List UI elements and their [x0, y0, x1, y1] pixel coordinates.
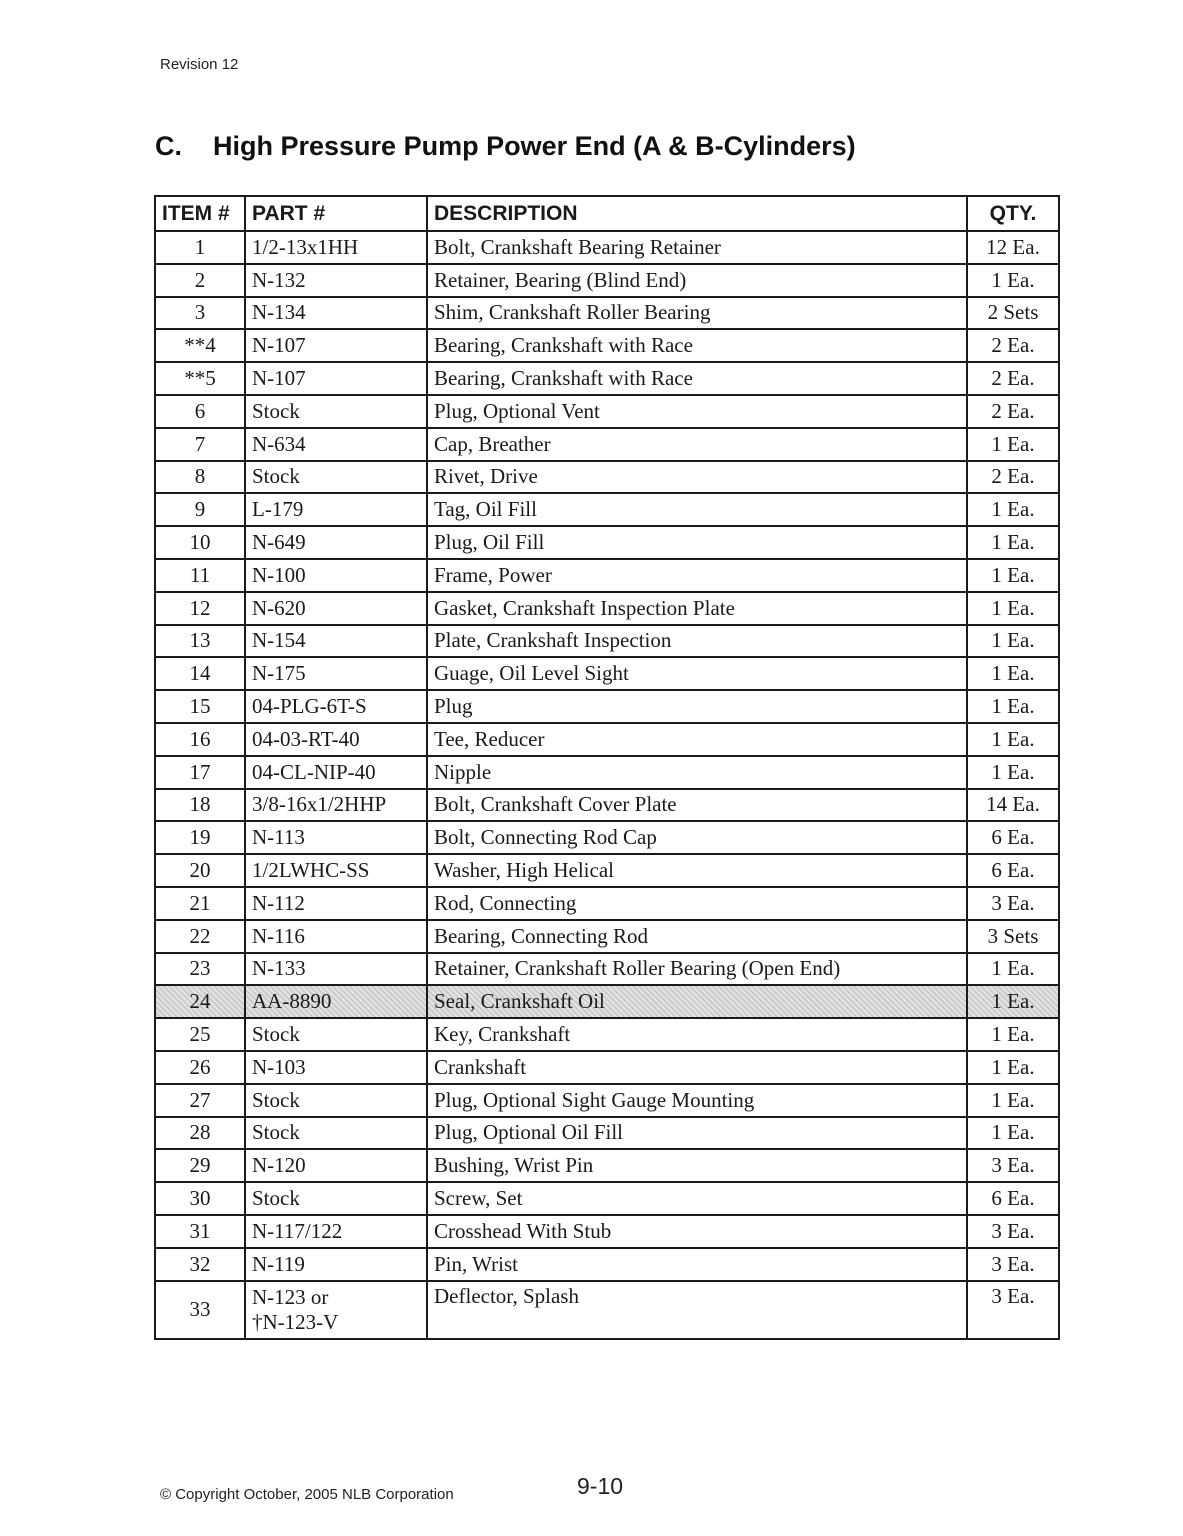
table-row [155, 362, 1059, 395]
cell-qty: 1 Ea. [967, 559, 1059, 592]
cell-description: Pin, Wrist [427, 1248, 967, 1281]
cell-part: 04-CL-NIP-40 [245, 756, 427, 789]
revision-label: Revision 12 [160, 56, 239, 73]
cell-qty: 1 Ea. [967, 526, 1059, 559]
cell-item: 11 [155, 559, 245, 592]
cell-part: 3/8-16x1/2HHP [245, 789, 427, 822]
cell-item: 17 [155, 756, 245, 789]
cell-item: 8 [155, 461, 245, 494]
cell-qty: 2 Ea. [967, 362, 1059, 395]
cell-part: 1/2-13x1HH [245, 231, 427, 264]
parts-table-body [155, 231, 1059, 1339]
cell-description: Shim, Crankshaft Roller Bearing [427, 297, 967, 330]
column-header-qty: QTY. [967, 196, 1059, 231]
cell-qty: 1 Ea. [967, 756, 1059, 789]
cell-qty: 3 Sets [967, 920, 1059, 953]
table-row [155, 657, 1059, 690]
table-row [155, 1215, 1059, 1248]
cell-part-line-1: N-123 or [252, 1284, 329, 1309]
cell-description: Bolt, Connecting Rod Cap [427, 821, 967, 854]
cell-item: 21 [155, 887, 245, 920]
section-title-text: High Pressure Pump Power End (A & B-Cylinders) [213, 131, 856, 161]
cell-qty: 1 Ea. [967, 625, 1059, 658]
cell-item: 16 [155, 723, 245, 756]
cell-qty: 1 Ea. [967, 264, 1059, 297]
cell-item: 27 [155, 1084, 245, 1117]
table-row [155, 526, 1059, 559]
table-row [155, 428, 1059, 461]
cell-part: Stock [245, 1117, 427, 1150]
cell-part: Stock [245, 1084, 427, 1117]
parts-table [154, 195, 1060, 1340]
cell-qty: 6 Ea. [967, 821, 1059, 854]
cell-qty: 3 Ea. [967, 1281, 1059, 1339]
cell-part: N-132 [245, 264, 427, 297]
table-row [155, 789, 1059, 822]
table-row [155, 690, 1059, 723]
cell-qty: 1 Ea. [967, 953, 1059, 986]
table-row [155, 1084, 1059, 1117]
copyright-notice: © Copyright October, 2005 NLB Corporation [160, 1486, 454, 1503]
cell-description: Crankshaft [427, 1051, 967, 1084]
cell-part: 04-03-RT-40 [245, 723, 427, 756]
table-row [155, 1182, 1059, 1215]
cell-part: Stock [245, 1182, 427, 1215]
cell-item: 2 [155, 264, 245, 297]
cell-part: N-112 [245, 887, 427, 920]
cell-item: 7 [155, 428, 245, 461]
cell-item: 14 [155, 657, 245, 690]
cell-qty: 1 Ea. [967, 690, 1059, 723]
cell-part: N-154 [245, 625, 427, 658]
cell-item: 29 [155, 1149, 245, 1182]
cell-qty: 12 Ea. [967, 231, 1059, 264]
table-row [155, 625, 1059, 658]
table-row [155, 1248, 1059, 1281]
cell-description: Bolt, Crankshaft Bearing Retainer [427, 231, 967, 264]
cell-item: 20 [155, 854, 245, 887]
table-row [155, 887, 1059, 920]
cell-item: 33 [155, 1281, 245, 1339]
cell-qty: 6 Ea. [967, 1182, 1059, 1215]
cell-item: 28 [155, 1117, 245, 1150]
table-row [155, 493, 1059, 526]
cell-qty: 1 Ea. [967, 985, 1059, 1018]
cell-description: Key, Crankshaft [427, 1018, 967, 1051]
cell-description: Deflector, Splash [427, 1281, 967, 1339]
page-number: 9-10 [577, 1473, 624, 1499]
cell-part: N-100 [245, 559, 427, 592]
cell-item: **4 [155, 329, 245, 362]
cell-item: 6 [155, 395, 245, 428]
cell-part: Stock [245, 395, 427, 428]
cell-qty: 3 Ea. [967, 1215, 1059, 1248]
column-header-part: PART # [245, 196, 427, 231]
table-row [155, 1018, 1059, 1051]
cell-part: N-116 [245, 920, 427, 953]
cell-part: N-117/122 [245, 1215, 427, 1248]
cell-item: 23 [155, 953, 245, 986]
cell-part: N-133 [245, 953, 427, 986]
cell-qty: 1 Ea. [967, 493, 1059, 526]
cell-description: Bolt, Crankshaft Cover Plate [427, 789, 967, 822]
cell-description: Bearing, Crankshaft with Race [427, 362, 967, 395]
cell-qty: 14 Ea. [967, 789, 1059, 822]
cell-description: Plug, Optional Sight Gauge Mounting [427, 1084, 967, 1117]
cell-description: Nipple [427, 756, 967, 789]
table-row [155, 329, 1059, 362]
cell-part: N-134 [245, 297, 427, 330]
table-row [155, 756, 1059, 789]
cell-item: 25 [155, 1018, 245, 1051]
cell-qty: 1 Ea. [967, 1018, 1059, 1051]
table-row [155, 920, 1059, 953]
cell-part: N-113 [245, 821, 427, 854]
cell-item: 26 [155, 1051, 245, 1084]
cell-part: N-620 [245, 592, 427, 625]
cell-part: N-107 [245, 362, 427, 395]
cell-qty: 3 Ea. [967, 887, 1059, 920]
cell-part: N-119 [245, 1248, 427, 1281]
cell-description: Washer, High Helical [427, 854, 967, 887]
cell-description: Bushing, Wrist Pin [427, 1149, 967, 1182]
cell-qty: 1 Ea. [967, 1084, 1059, 1117]
cell-part: N-649 [245, 526, 427, 559]
column-header-description: DESCRIPTION [427, 196, 967, 231]
cell-description: Gasket, Crankshaft Inspection Plate [427, 592, 967, 625]
cell-description: Seal, Crankshaft Oil [427, 985, 967, 1018]
cell-description: Retainer, Crankshaft Roller Bearing (Open End) [427, 953, 967, 986]
cell-description: Plate, Crankshaft Inspection [427, 625, 967, 658]
cell-description: Plug [427, 690, 967, 723]
cell-item: 13 [155, 625, 245, 658]
table-row [155, 395, 1059, 428]
cell-item: 31 [155, 1215, 245, 1248]
cell-qty: 2 Ea. [967, 461, 1059, 494]
table-row [155, 264, 1059, 297]
cell-part: L-179 [245, 493, 427, 526]
table-row [155, 1051, 1059, 1084]
cell-part: Stock [245, 1018, 427, 1051]
table-row [155, 231, 1059, 264]
table-row [155, 723, 1059, 756]
cell-item: 18 [155, 789, 245, 822]
cell-item: 22 [155, 920, 245, 953]
cell-part: N-103 [245, 1051, 427, 1084]
table-row [155, 297, 1059, 330]
cell-qty: 1 Ea. [967, 723, 1059, 756]
table-row-item-33 [155, 1281, 1059, 1339]
table-row [155, 559, 1059, 592]
cell-part: N-634 [245, 428, 427, 461]
cell-description: Crosshead With Stub [427, 1215, 967, 1248]
cell-item: 3 [155, 297, 245, 330]
cell-item: 12 [155, 592, 245, 625]
cell-description: Bearing, Connecting Rod [427, 920, 967, 953]
cell-item: **5 [155, 362, 245, 395]
column-header-item: ITEM # [155, 196, 245, 231]
cell-description: Plug, Oil Fill [427, 526, 967, 559]
cell-description: Plug, Optional Oil Fill [427, 1117, 967, 1150]
cell-description: Frame, Power [427, 559, 967, 592]
cell-description: Tag, Oil Fill [427, 493, 967, 526]
cell-item: 24 [155, 985, 245, 1018]
cell-description: Bearing, Crankshaft with Race [427, 329, 967, 362]
table-header-row [155, 196, 1059, 231]
section-title [155, 131, 856, 162]
cell-item: 15 [155, 690, 245, 723]
cell-qty: 1 Ea. [967, 657, 1059, 690]
cell-description: Screw, Set [427, 1182, 967, 1215]
cell-description: Tee, Reducer [427, 723, 967, 756]
table-row [155, 592, 1059, 625]
cell-part: N-175 [245, 657, 427, 690]
cell-description: Guage, Oil Level Sight [427, 657, 967, 690]
cell-part: 1/2LWHC-SS [245, 854, 427, 887]
cell-item: 30 [155, 1182, 245, 1215]
table-row [155, 821, 1059, 854]
cell-qty: 1 Ea. [967, 592, 1059, 625]
cell-part-line-2: †N-123-V [252, 1309, 339, 1334]
cell-part [245, 1281, 427, 1339]
cell-part: N-120 [245, 1149, 427, 1182]
cell-description: Plug, Optional Vent [427, 395, 967, 428]
cell-item: 10 [155, 526, 245, 559]
cell-item: 19 [155, 821, 245, 854]
cell-part: N-107 [245, 329, 427, 362]
cell-qty: 6 Ea. [967, 854, 1059, 887]
cell-qty: 2 Sets [967, 297, 1059, 330]
cell-qty: 3 Ea. [967, 1248, 1059, 1281]
cell-description: Retainer, Bearing (Blind End) [427, 264, 967, 297]
table-row [155, 953, 1059, 986]
table-row [155, 1149, 1059, 1182]
table-row [155, 461, 1059, 494]
cell-part: AA-8890 [245, 985, 427, 1018]
table-row [155, 985, 1059, 1018]
cell-item: 9 [155, 493, 245, 526]
cell-qty: 1 Ea. [967, 428, 1059, 461]
table-row [155, 1117, 1059, 1150]
cell-part: Stock [245, 461, 427, 494]
cell-qty: 2 Ea. [967, 329, 1059, 362]
cell-qty: 1 Ea. [967, 1117, 1059, 1150]
cell-description: Rod, Connecting [427, 887, 967, 920]
table-row [155, 854, 1059, 887]
cell-item: 1 [155, 231, 245, 264]
cell-qty: 2 Ea. [967, 395, 1059, 428]
cell-description: Cap, Breather [427, 428, 967, 461]
cell-qty: 1 Ea. [967, 1051, 1059, 1084]
cell-item: 32 [155, 1248, 245, 1281]
section-letter: C. [155, 131, 182, 161]
cell-description: Rivet, Drive [427, 461, 967, 494]
cell-qty: 3 Ea. [967, 1149, 1059, 1182]
cell-part: 04-PLG-6T-S [245, 690, 427, 723]
